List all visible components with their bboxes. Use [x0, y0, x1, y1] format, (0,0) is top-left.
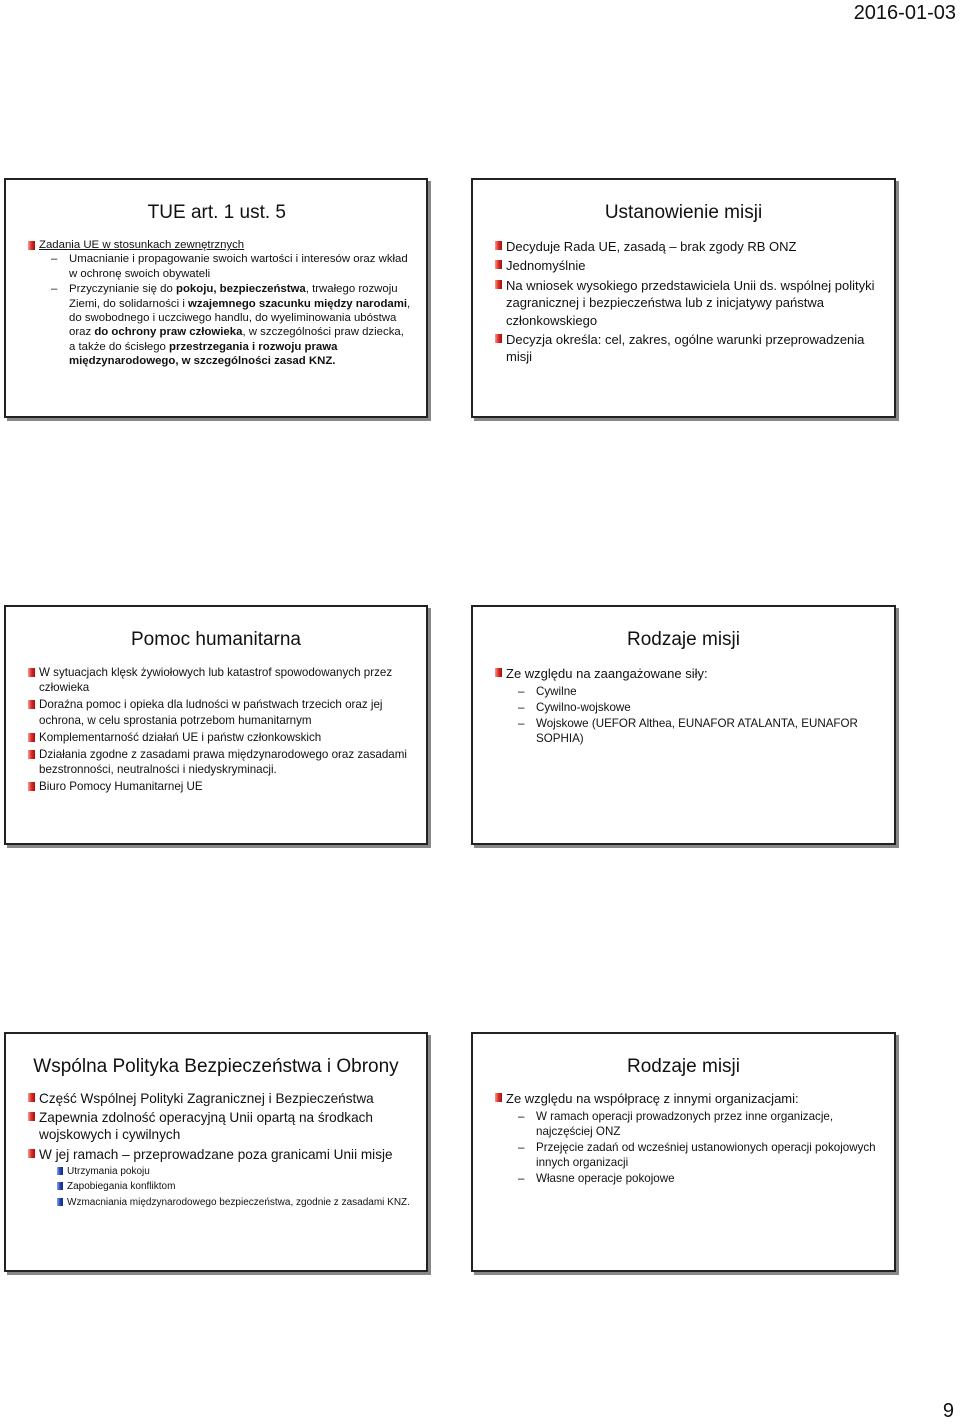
bullet-list — [26, 238, 412, 371]
list-item — [26, 1109, 412, 1143]
dash-icon: – — [518, 1141, 525, 1154]
blue-bullet-icon — [57, 1167, 63, 1175]
sub-item-text: Wojskowe (UEFOR Althea, EUNAFOR ATALANTA, EUNAFOR SOPHIA) — [536, 717, 858, 745]
bullet-text: Decyduje Rada UE, zasadą – brak zgody RB ONZ — [506, 239, 797, 254]
dash-icon: – — [518, 1172, 525, 1185]
red-bullet-icon — [28, 241, 35, 250]
list-item — [26, 779, 412, 794]
sub-list-item — [39, 1196, 412, 1210]
list-item — [493, 238, 880, 255]
bullet-text: Ze względu na zaangażowane siły: — [506, 666, 708, 681]
dash-icon: – — [518, 701, 525, 714]
sub-item-bold-part: przestrzegania i rozwoju prawa międzynarodowego, w szczególności zasad KNZ. — [69, 340, 338, 368]
sub-list-item — [39, 252, 412, 281]
sub-item-text: Umacnianie i propagowanie swoich wartości i interesów oraz wkład w ochronę swoich obywateli — [69, 253, 408, 280]
list-item — [26, 1146, 412, 1210]
slide-tue-art-1 — [4, 178, 428, 418]
sub-item-bold-part: pokoju, bezpieczeństwa — [176, 283, 306, 296]
sub-list-item — [39, 1180, 412, 1194]
red-bullet-icon — [495, 668, 502, 677]
bullet-list — [493, 1090, 880, 1188]
slide-pomoc-humanitarna — [4, 605, 428, 845]
slide-ustanowienie-misji — [471, 178, 896, 418]
sub-list-item — [506, 716, 880, 746]
sub-item-text-part: , do swobodnego i uczciwego handlu, do wyeliminowania ubóstwa oraz — [69, 297, 411, 339]
bullet-list — [493, 665, 880, 748]
sub-list — [39, 1165, 412, 1210]
list-item — [493, 1090, 880, 1186]
sub-list — [506, 1109, 880, 1186]
red-bullet-icon — [28, 1149, 35, 1158]
bullet-text: Jednomyślnie — [506, 258, 586, 274]
red-bullet-icon — [495, 260, 502, 269]
slide-title: TUE art. 1 ust. 5 — [147, 202, 286, 223]
sub-list — [39, 252, 412, 368]
sub-item-text: W ramach operacji prowadzonych przez inne organizacje, najczęściej ONZ — [536, 1110, 834, 1138]
sub-item-text-part: Przyczynianie się do — [69, 283, 176, 296]
slide-title: Pomoc humanitarna — [130, 629, 302, 650]
sub-item-text: Przejęcie zadań od wcześniej ustanowionych operacji pokojowych innych organizacji — [536, 1141, 876, 1169]
slide-title: Ustanowienie misji — [604, 202, 763, 223]
bullet-text: Doraźna pomoc i opieka dla ludności w państwach trzecich oraz jej ochrona, w celu sprostania potrzebom humanitarnym — [39, 698, 383, 727]
dash-icon: – — [518, 1110, 525, 1123]
sub-item-text: Cywilne — [536, 685, 577, 698]
red-bullet-icon — [28, 733, 35, 742]
list-item — [26, 665, 412, 695]
sub-list-item — [506, 700, 880, 715]
bullet-text: Zadania UE w stosunkach zewnętrznych — [39, 239, 245, 251]
list-item — [493, 257, 880, 274]
bullet-text: Na wniosek wysokiego przedstawiciela Unii ds. wspólnej polityki zagranicznej i bezpieczeństwa lub z inicjatywy państwa członkowskiego — [506, 277, 875, 328]
bullet-list — [26, 665, 412, 797]
slide-rodzaje-misji-sily — [471, 605, 896, 845]
sub-item-text: Własne operacje pokojowe — [536, 1172, 675, 1185]
sub-list — [506, 684, 880, 746]
red-bullet-icon — [495, 241, 502, 250]
blue-bullet-icon — [57, 1198, 63, 1206]
red-bullet-icon — [28, 1093, 35, 1102]
sub-list-item — [39, 1165, 412, 1179]
dash-icon: – — [51, 283, 58, 296]
sub-list-item — [506, 684, 880, 699]
sub-list-item — [506, 1171, 880, 1186]
red-bullet-icon — [28, 1112, 35, 1121]
slide-title: Rodzaje misji — [627, 629, 740, 650]
bullet-text: Ze względu na współpracę z innymi organizacjami: — [506, 1091, 799, 1106]
dash-icon: – — [518, 685, 525, 698]
bullet-text: W jej ramach – przeprowadzane poza granicami Unii misje — [39, 1146, 393, 1162]
sub-item-text: Wzmacniania międzynarodowego bezpieczeństwa, zgodnie z zasadami KNZ. — [67, 1196, 410, 1208]
bullet-text: W sytuacjach klęsk żywiołowych lub katastrof spowodowanych przez człowieka — [39, 666, 393, 695]
bullet-text: Część Wspólnej Polityki Zagranicznej i Bezpieczeństwa — [39, 1091, 374, 1106]
list-item — [493, 665, 880, 746]
page-date: 2016-01-03 — [853, 2, 956, 24]
slide-title: Wspólna Polityka Bezpieczeństwa i Obrony — [33, 1056, 399, 1077]
sub-item-bold-part: wzajemnego szacunku między narodami — [188, 297, 408, 310]
bullet-text: Zapewnia zdolność operacyjną Unii opartą na środkach wojskowych i cywilnych — [39, 1110, 373, 1143]
list-item — [26, 747, 412, 777]
slide-wpbio — [4, 1032, 428, 1272]
red-bullet-icon — [495, 334, 502, 343]
bullet-text: Komplementarność działań UE i państw członkowskich — [39, 730, 322, 744]
red-bullet-icon — [495, 280, 502, 289]
sub-item-text-part: , trwałego rozwoju Ziemi, do solidarności i — [69, 283, 398, 310]
dash-icon: – — [518, 717, 525, 730]
sub-list-item — [39, 282, 412, 368]
red-bullet-icon — [28, 668, 35, 677]
dash-icon: – — [51, 253, 58, 266]
bullet-list — [493, 238, 880, 368]
slide-rodzaje-misji-wspolpraca — [471, 1032, 896, 1272]
page-number: 9 — [942, 1400, 954, 1422]
slide-title: Rodzaje misji — [627, 1056, 740, 1077]
red-bullet-icon — [28, 750, 35, 759]
list-item — [26, 730, 412, 745]
red-bullet-icon — [28, 700, 35, 709]
sub-item-bold-part: do ochrony praw człowieka — [94, 326, 243, 339]
red-bullet-icon — [28, 782, 35, 791]
list-item — [26, 1090, 412, 1107]
bullet-text: Działania zgodne z zasadami prawa międzynarodowego oraz zasadami bezstronności, neutralności i niedyskryminacji. — [39, 748, 407, 777]
bullet-text: Decyzja określa: cel, zakres, ogólne warunki przeprowadzenia misji — [506, 332, 865, 365]
list-item — [493, 331, 880, 366]
sub-item-text: Cywilno-wojskowe — [536, 701, 631, 714]
bullet-text: Biuro Pomocy Humanitarnej UE — [39, 780, 203, 794]
sub-item-text: Zapobiegania konfliktom — [67, 1181, 176, 1193]
blue-bullet-icon — [57, 1182, 63, 1190]
list-item — [26, 238, 412, 369]
sub-item-text: Utrzymania pokoju — [67, 1165, 150, 1177]
list-item — [26, 697, 412, 727]
list-item — [493, 277, 880, 329]
red-bullet-icon — [495, 1093, 502, 1102]
bullet-list — [26, 1090, 412, 1211]
sub-list-item — [506, 1109, 880, 1139]
sub-item-text-part: , w szczególności praw dziecka, a także do ścisłego — [69, 326, 404, 353]
sub-list-item — [506, 1140, 880, 1170]
